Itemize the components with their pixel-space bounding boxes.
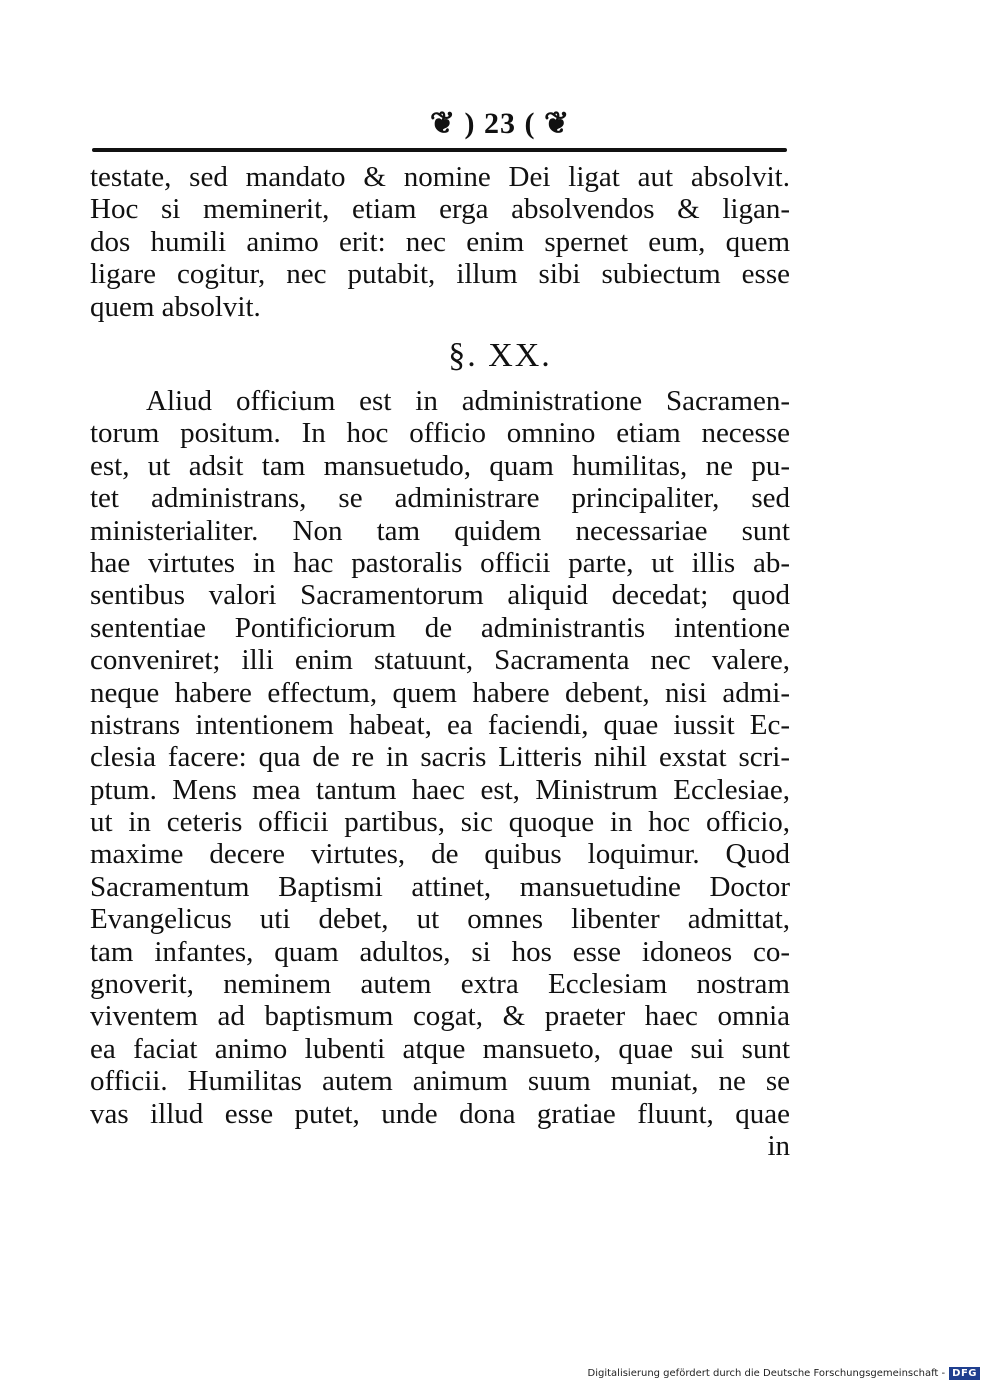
text-line: ligare cogitur, nec putabit, illum sibi subiectum esse (90, 258, 790, 291)
text-line: ministerialiter. Non tam quidem necessariae sunt (90, 514, 790, 547)
text-line: ut in ceteris officii partibus, sic quoque in hoc officio, (90, 806, 790, 839)
credit-text: Digitalisierung gefördert durch die Deutsche Forschungsgemeinschaft - (587, 1368, 946, 1379)
section-heading: §. XX. (448, 337, 552, 374)
running-head: ❦ ) 23 ( ❦ (429, 107, 571, 140)
text-line: clesia facere: qua de re in sacris Litteris nihil exstat scri- (90, 741, 790, 774)
text-line: conveniret; illi enim statuunt, Sacramenta nec valere, (90, 644, 790, 677)
text-line: hae virtutes in hac pastoralis officii parte, ut illis ab- (90, 546, 790, 579)
digitization-credit (588, 1367, 980, 1380)
text-line: Sacramentum Baptismi attinet, mansuetudine Doctor (90, 870, 790, 903)
text-line: dos humili animo erit: nec enim spernet eum, quem (90, 225, 790, 258)
text-line: viventem ad baptismum cogat, & praeter haec omnia (90, 1000, 790, 1033)
text-line: vas illud esse putet, unde dona gratiae fluunt, quae (90, 1097, 790, 1130)
text-line: ea faciat animo lubenti atque mansueto, quae sui sunt (90, 1032, 790, 1065)
text-line: sentibus valori Sacramentorum aliquid decedat; quod (90, 579, 790, 612)
text-line: quem absolvit. (90, 290, 261, 323)
dfg-logo: DFG (949, 1367, 980, 1380)
text-line: officii. Humilitas autem animum suum muniat, ne se (90, 1065, 790, 1098)
text-line: testate, sed mandato & nomine Dei ligat aut absolvit. (90, 161, 790, 193)
text-line: est, ut adsit tam mansuetudo, quam humilitas, ne pu- (90, 449, 790, 482)
text-line: nistrans intentionem habeat, ea faciendi, quae iussit Ec- (90, 708, 790, 741)
catchword: in (767, 1129, 790, 1162)
text-line: ptum. Mens mea tantum haec est, Ministrum Ecclesiae, (90, 773, 790, 806)
paragraph-main (90, 385, 790, 1162)
text-line: neque habere effectum, quem habere debent, nisi admi- (90, 676, 790, 709)
text-line: maxime decere virtutes, de quibus loquimur. Quod (90, 838, 790, 871)
text-line: Aliud officium est in administratione Sacramen- (146, 385, 790, 417)
text-line: Hoc si meminerit, etiam erga absolvendos & ligan- (90, 193, 790, 226)
text-line: gnoverit, neminem autem extra Ecclesiam nostram (90, 968, 790, 1001)
head-rule (92, 148, 787, 152)
text-line: sententiae Pontificiorum de administrantis intentione (90, 611, 790, 644)
text-line: tet administrans, se administrare principaliter, sed (90, 482, 790, 515)
text-line: tam infantes, quam adultos, si hos esse idoneos co- (90, 935, 790, 968)
text-line: torum positum. In hoc officio omnino etiam necesse (90, 417, 790, 450)
text-line: Evangelicus uti debet, ut omnes libenter admittat, (90, 903, 790, 936)
paragraph-top (90, 161, 790, 323)
